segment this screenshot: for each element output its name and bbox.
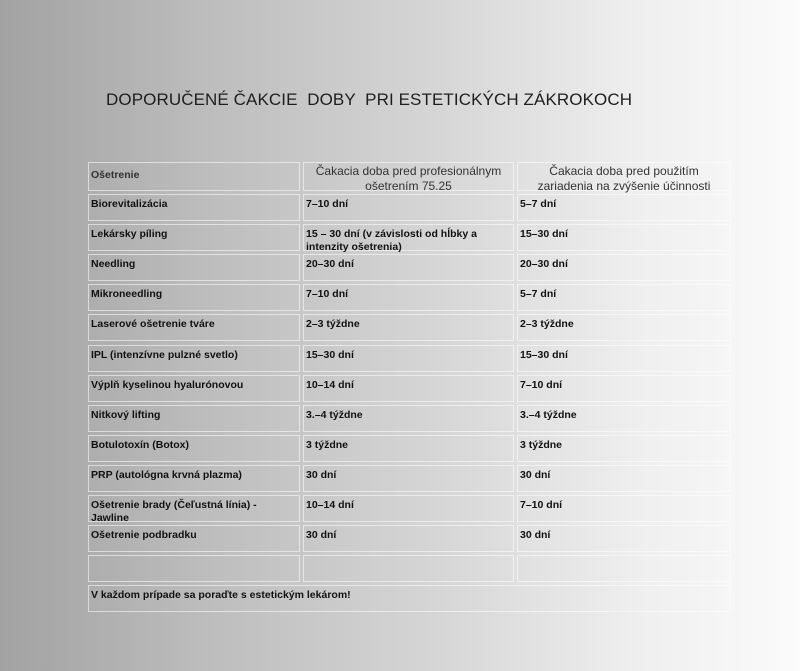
table-cell-treatment: PRP (autológna krvná plazma) [88, 465, 300, 492]
table-cell-professional-wait: 20–30 dní [303, 254, 514, 281]
table-cell-device-wait: 3.–4 týždne [517, 405, 731, 432]
table-cell-treatment: Lekársky píling [88, 224, 300, 251]
table-cell-treatment: Ošetrenie brady (Čeľustná línia) - Jawline [88, 495, 300, 522]
table-cell-treatment [88, 555, 300, 582]
table-cell-treatment: Botulotoxín (Botox) [88, 435, 300, 462]
table-cell-professional-wait: 7–10 dní [303, 194, 514, 221]
table-cell-professional-wait: 3.–4 týždne [303, 405, 514, 432]
table-cell-device-wait: 2–3 týždne [517, 314, 731, 341]
table-cell-professional-wait: 3 týždne [303, 435, 514, 462]
column-header-device-wait: Čakacia doba pred použitím zariadenia na zvýšenie účinnosti [517, 162, 731, 191]
table-cell-treatment: Ošetrenie podbradku [88, 525, 300, 552]
table-cell-professional-wait: 30 dní [303, 525, 514, 552]
table-cell-treatment: Mikroneedling [88, 284, 300, 311]
table-cell-professional-wait: 30 dní [303, 465, 514, 492]
table-cell-device-wait: 30 dní [517, 525, 731, 552]
table-cell-treatment: IPL (intenzívne pulzné svetlo) [88, 345, 300, 372]
table-cell-device-wait [517, 555, 731, 582]
table-cell-professional-wait: 10–14 dní [303, 495, 514, 522]
table-cell-professional-wait: 7–10 dní [303, 284, 514, 311]
table-cell-device-wait: 15–30 dní [517, 224, 731, 251]
table-cell-professional-wait [303, 555, 514, 582]
table-cell-device-wait: 3 týždne [517, 435, 731, 462]
table-cell-professional-wait: 15 – 30 dní (v závislosti od hĺbky a intenzity ošetrenia) [303, 224, 514, 251]
table-cell-professional-wait: 15–30 dní [303, 345, 514, 372]
table-cell-treatment: Needling [88, 254, 300, 281]
table-cell-device-wait: 20–30 dní [517, 254, 731, 281]
page-title: DOPORUČENÉ ČAKCIE DOBY PRI ESTETICKÝCH ZÁKROKOCH [106, 90, 633, 109]
table-cell-treatment: Biorevitalizácia [88, 194, 300, 221]
table-cell-professional-wait: 10–14 dní [303, 375, 514, 402]
table-cell-professional-wait: 2–3 týždne [303, 314, 514, 341]
table-cell-device-wait: 7–10 dní [517, 495, 731, 522]
column-header-professional-wait: Čakacia doba pred profesionálnym ošetrením 75.25 [303, 162, 514, 191]
table-cell-treatment: Laserové ošetrenie tváre [88, 314, 300, 341]
table-cell-treatment: Nitkový lifting [88, 405, 300, 432]
footer-note: V každom prípade sa poraďte s estetickým lekárom! [88, 585, 731, 612]
table-cell-treatment: Výplň kyselinou hyalurónovou [88, 375, 300, 402]
table-cell-device-wait: 30 dní [517, 465, 731, 492]
table-cell-device-wait: 15–30 dní [517, 345, 731, 372]
table-cell-device-wait: 7–10 dní [517, 375, 731, 402]
column-header-treatment: Ošetrenie [88, 162, 300, 191]
table-cell-device-wait: 5–7 dní [517, 194, 731, 221]
table-cell-device-wait: 5–7 dní [517, 284, 731, 311]
